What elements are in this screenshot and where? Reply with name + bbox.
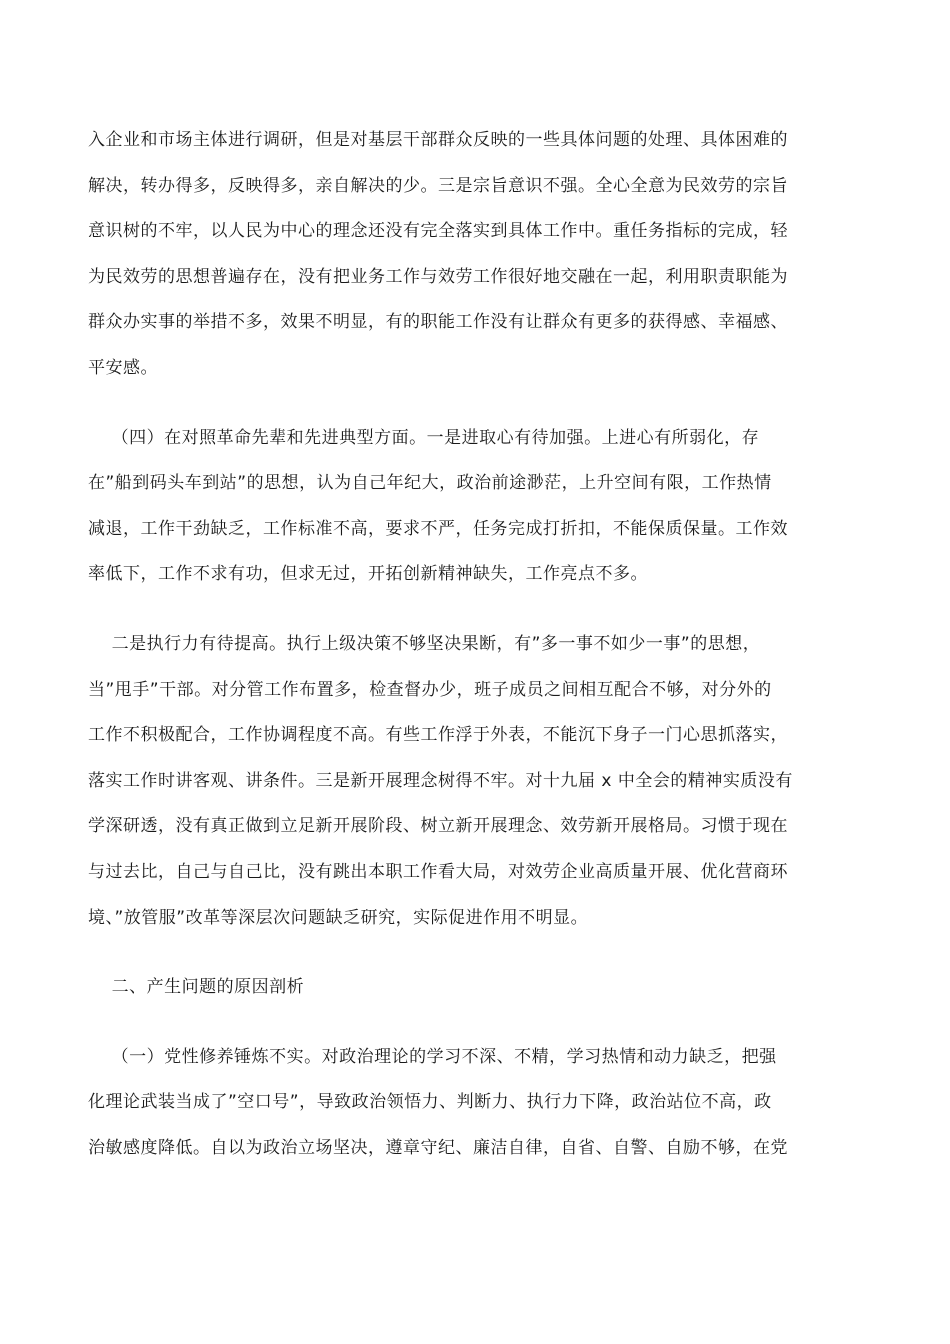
text-line: 与过去比，自己与自己比，没有跳出本职工作看大局，对效劳企业高质量开展、优化营商环 [88, 861, 788, 882]
text-line: 意识树的不牢，以人民为中心的理念还没有完全落实到具体工作中。重任务指标的完成，轻 [88, 221, 788, 242]
text-line: 二是执行力有待提高。执行上级决策不够坚决果断，有”多一事不如少一事”的思想， [88, 633, 761, 654]
heading-line: 二、产生问题的原因剖析 [88, 977, 305, 998]
paragraph-2 [88, 416, 854, 598]
text-line: 境、”放管服”改革等深层次问题缺乏研究，实际促进作用不明显。 [88, 907, 589, 928]
text-line: 减退，工作干劲缺乏，工作标准不高，要求不严，任务完成打折扣，不能保质保量。工作效 [88, 518, 788, 539]
text-line: 化理论武装当成了”空口号”，导致政治领悟力、判断力、执行力下降，政治站位不高，政 [88, 1092, 772, 1113]
text-line: 率低下，工作不求有功，但求无过，开拓创新精神缺失，工作亮点不多。 [88, 564, 648, 585]
text-line: 群众办实事的举措不多，效果不明显，有的职能工作没有让群众有更多的获得感、幸福感、 [88, 312, 788, 333]
section-heading [88, 965, 854, 1011]
text-line: 在”船到码头车到站”的思想，认为自己年纪大，政治前途渺茫，上升空间有限，工作热情 [88, 473, 772, 494]
text-line: 解决，转办得多，反映得多，亲自解决的少。三是宗旨意识不强。全心全意为民效劳的宗旨 [88, 175, 788, 196]
text-line: （一）党性修养锤炼不实。对政治理论的学习不深、不精，学习热情和动力缺乏，把强 [88, 1046, 777, 1067]
document-page [88, 118, 854, 1171]
text-line: 平安感。 [88, 357, 158, 378]
paragraph-5 [88, 1035, 854, 1172]
text-line: （四）在对照革命先辈和先进典型方面。一是进取心有待加强。上进心有所弱化，存 [88, 427, 760, 448]
paragraph-3 [88, 622, 854, 941]
text-line: 入企业和市场主体进行调研，但是对基层干部群众反映的一些具体问题的处理、具体困难的 [88, 130, 788, 150]
text-line: 当”甩手”干部。对分管工作布置多，检查督办少，班子成员之间相互配合不够，对分外的 [88, 679, 772, 700]
text-line: 学深研透，没有真正做到立足新开展阶段、树立新开展理念、效劳新开展格局。习惯于现在 [88, 816, 788, 837]
text-line: 治敏感度降低。自以为政治立场坚决，遵章守纪、廉洁自律，自省、自警、自励不够，在党 [88, 1137, 788, 1158]
paragraph-1 [88, 118, 854, 392]
text-line: 落实工作时讲客观、讲条件。三是新开展理念树得不牢。对十九届 x 中全会的精神实质没有 [88, 770, 793, 791]
text-line: 为民效劳的思想普遍存在，没有把业务工作与效劳工作很好地交融在一起，利用职责职能为 [88, 266, 788, 287]
text-line: 工作不积极配合，工作协调程度不高。有些工作浮于外表，不能沉下身子一门心思抓落实， [88, 725, 788, 746]
